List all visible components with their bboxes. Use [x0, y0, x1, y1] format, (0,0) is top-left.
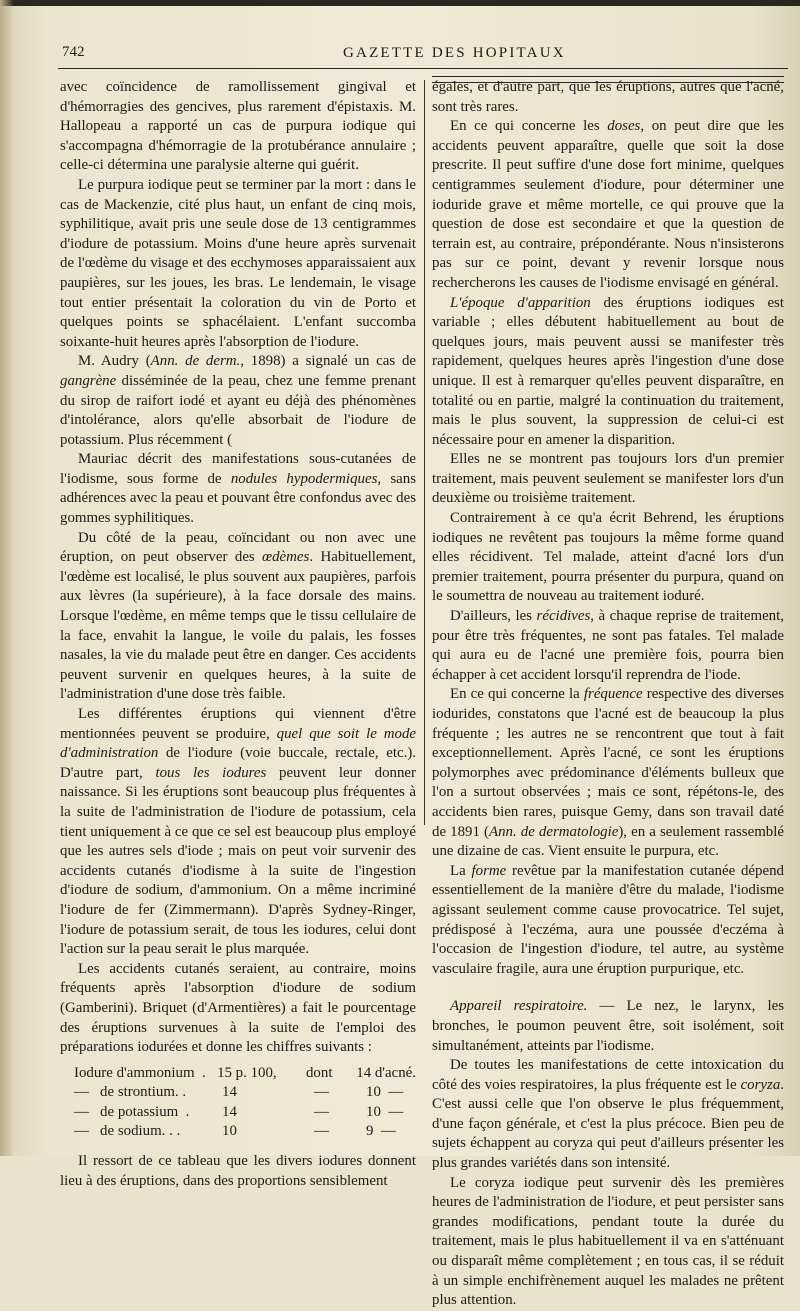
paragraph: Les accidents cutanés seraient, au contraire, moins fréquents après l'absorption d'iodure de sodium (Gamberini). Briquet (d'Armentières) a fait le pourcentage des éruptions survenues à la suite de l'emploi des préparations iodurées et donne les chiffres suivants :	[60, 960, 416, 1056]
paragraph: M. Audry (Ann. de derm., 1898) a signalé un cas de gangrène disséminée de la peau, chez une femme prenant du sirop de raifort iodé et ayant eu déjà des phénomènes d'intolérance, alors qu'elle absorbait de l'iodure de potassium. Plus récemment (	[60, 353, 416, 448]
paragraph: D'ailleurs, les récidives, à chaque reprise de traitement, pour être très fréquentes, ne sont pas fatales. Tel malade qui aura eu de l'acné une première fois, pourra bien échapper à cet accident lorsqu'il reprendra de l'iode.	[432, 608, 784, 683]
scan-binding-shadow	[0, 0, 14, 1156]
table-row: — de sodium. . . 10 — 9 —	[74, 1123, 396, 1140]
column-divider	[424, 80, 425, 825]
table-row: Iodure d'ammonium . 15 p. 100, dont 14 d'acné.	[74, 1064, 416, 1081]
paragraph: Les différentes éruptions qui viennent d'être mentionnées peuvent se produire, quel que soit le mode d'administration de l'iodure (voie buccale, rectale, etc.). D'autre part, tous les iodures peuvent leur donner naissance. Si les éruptions sont beaucoup plus fréquentes à la suite de l'administration de l'iodure de potassium, cela tient uniquement à ce que ce sel est beaucoup plus employé que les autres sels d'iode ; mais on peut voir survenir des accidents cutanés d'iodisme à la suite de l'ingestion d'iodure de sodium, d'ammonium. On a même incriminé l'iodure de fer (Zimmermann). D'après Sydney-Ringer, l'iodure de potassium serait, de tous les iodures, celui dont l'action sur la peau serait le plus marquée.	[60, 706, 417, 958]
right-column	[432, 78, 784, 1311]
paragraph: Le coryza iodique peut survenir dès les premières heures de l'administration de l'iodure, et peut persister sans grandes modifications, pendant toute la durée du traitement, mais le plus habituellement il va en s'atténuant ou disparaît même complètement ; en tous cas, il se réduit à un simple enchifrènement auquel les malades ne prêtent plus attention.	[432, 1174, 784, 1309]
left-column	[60, 78, 416, 1191]
paragraph: Elles ne se montrent pas toujours lors d'un premier traitement, mais peuvent seulement se manifester lors d'un deuxième ou troisième traitement.	[432, 451, 784, 507]
table-row: — de potassium . 14 — 10 —	[74, 1103, 404, 1120]
running-title: GAZETTE DES HOPITAUX	[343, 45, 566, 61]
paragraph: Il ressort de ce tableau que les divers iodures donnent lieu à des éruptions, dans des proportions sensiblement	[60, 1153, 416, 1189]
page-header	[58, 40, 788, 69]
paragraph: Le purpura iodique peut se terminer par la mort : dans le cas de Mackenzie, cité plus haut, un enfant de cinq mois, syphilitique, avait pris une seule dose de 13 centigrammes d'iodure de potassium. Moins d'une heure après survenait de l'œdème du visage et des ecchymoses apparaissaient aux paupières, sur les joues, les bras. Le lendemain, le visage tout entier présentait la coloration du vin de Porto et quelques points se sphacélaient. L'enfant succomba soixante-huit heures après l'absorption de l'iodure.	[60, 176, 416, 350]
page-number: 742	[62, 44, 85, 60]
paragraph: La forme revêtue par la manifestation cutanée dépend essentiellement de la manière d'être du malade, l'iodisme agissant seulement comme cause provocatrice. Tel sujet, prédisposé à l'eczéma, aura une poussée d'eczéma à l'occasion de l'ingestion d'iodure, tel autre, au système vasculaire fragile, aura une éruption purpurique, etc.	[432, 862, 784, 977]
table-row: — de strontium. . 14 — 10 —	[74, 1084, 404, 1101]
paragraph: Du côté de la peau, coïncidant ou non avec une éruption, on peut observer des œdèmes. Habituellement, l'œdème est localisé, le plus souvent aux paupières, parfois aux lèvres (la supérieure), à la face dorsale des mains. Lorsque l'œdème, en même temps que le tissu cellulaire de la face, envahit la langue, le voile du palais, les fosses nasales, la vie du malade peut être en danger. Ces accidents peuvent survenir en quelques heures, à la suite de l'administration d'une dose très faible.	[60, 529, 417, 703]
paragraph: Mauriac décrit des manifestations sous-cutanées de l'iodisme, sous forme de nodules hypodermiques, sans adhérences avec la peau et pouvant être confondus avec des gommes syphilitiques.	[60, 451, 416, 527]
section-heading: Appareil respiratoire.	[450, 998, 588, 1015]
paragraph: égales, et d'autre part, que les éruptions, autres que l'acné, sont très rares.	[432, 79, 784, 115]
paragraph: avec coïncidence de ramollissement gingival et d'hémorragies des gencives, plus rarement d'épistaxis. M. Hallopeau a rapporté un cas de purpura iodique qui s'accompagna d'hémorragie de la protubérance annulaire ; celle-ci détermina une paralysie alterne qui guérit.	[60, 79, 416, 174]
paragraph: Contrairement à ce qu'a écrit Behrend, les éruptions iodiques ne revêtent pas toujours la même forme quand elles récidivent. Tel malade, atteint d'acné lors d'un premier traitement, pourra présenter du purpura, quand on le soumettra de nouveau au traitement ioduré.	[432, 510, 784, 605]
scan-top-edge	[0, 0, 800, 6]
statistics-table	[60, 1064, 416, 1142]
paragraph: De toutes les manifestations de cette intoxication du côté des voies respiratoires, la plus fréquente est le coryza. C'est aussi celle que l'on observe le plus fréquemment, d'une façon générale, et c'est la plus précoce. Bien peu de sujets échappent au coryza qui peut d'ailleurs présenter les plus grandes variétés dans son intensité.	[432, 1057, 784, 1172]
section-paragraph: Appareil respiratoire. — Le nez, le larynx, les bronches, le poumon peuvent être, soit isolément, soit simultanément, atteints par l'iodisme.	[432, 998, 785, 1054]
paragraph: En ce qui concerne la fréquence respective des diverses iodurides, constatons que l'acné est de beaucoup la plus fréquente ; les autres ne se rencontrent que tout à fait exceptionnellement. Après l'acné, ce sont les éruptions polymorphes avec prédominance d'éléments bulleux que l'on a surtout observées ; mais ce sont, répétons-le, des accidents bien rares, puisque Gemy, dans son travail daté de 1891 (Ann. de dermatologie), en a seulement rassemblé une dizaine de cas. Vient ensuite le purpura, etc.	[432, 686, 784, 860]
paragraph: L'époque d'apparition des éruptions iodiques est variable ; elles débutent habituellement au bout de quelques jours, mais peuvent aussi se manifester très rapidement, quelques heures après l'ingestion d'une dose unique. Il est à remarquer qu'elles peuvent disparaître, en totalité ou en partie, malgré la continuation du traitement, mais le plus souvent, la suppression de celui-ci est nécessaire pour en amener la disparition.	[432, 294, 784, 448]
paragraph: En ce qui concerne les doses, on peut dire que les accidents peuvent apparaître, quelle que soit la dose prescrite. Il peut suffire d'une dose fort minime, quelques centigrammes seulement d'iodure, pour déterminer une ioduride grave et même mortelle, ce qui prouve que la question de dose est secondaire et que la question de terrain est, au contraire, prépondérante. Nous n'insisterons pas sur ce point, devant y revenir lorsque nous rechercherons les causes de l'iodisme envisagé en général.	[432, 118, 784, 291]
